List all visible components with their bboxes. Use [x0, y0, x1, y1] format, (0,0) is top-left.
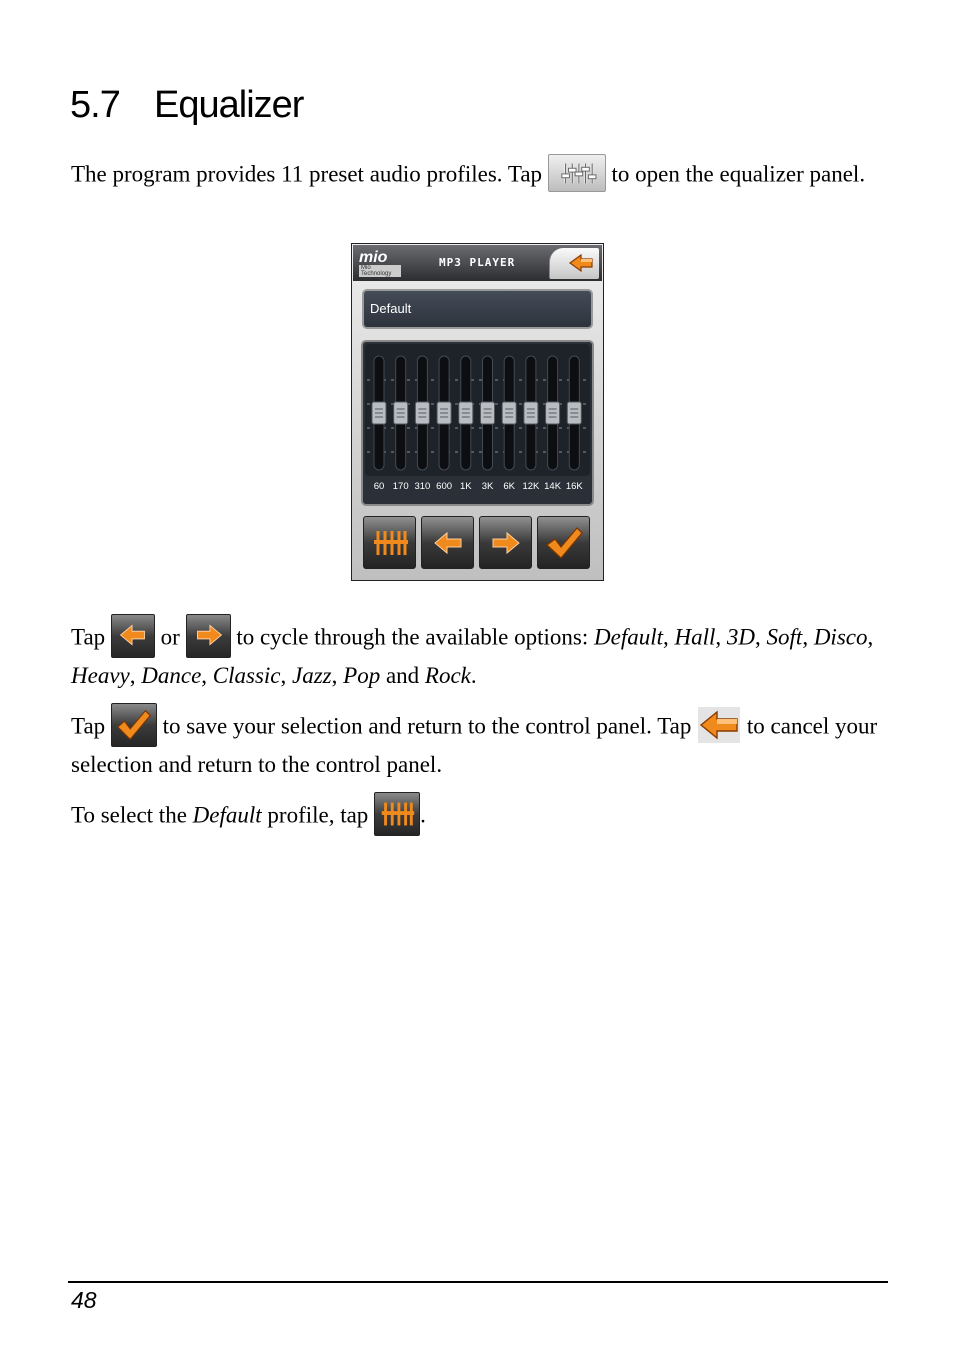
frequency-label: 1K: [459, 481, 472, 492]
cancel-arrow-icon: [697, 706, 741, 744]
frequency-label: 310: [414, 481, 431, 492]
confirm-button[interactable]: [537, 516, 590, 569]
default-text-1: To select the: [71, 802, 193, 828]
save-text: to save your selection and return to the control panel. Tap: [156, 713, 698, 739]
section-title: Equalizer: [154, 84, 304, 126]
option-separator: ,: [802, 624, 814, 650]
cycle-tap-text: Tap: [71, 624, 106, 650]
default-italic: Default: [192, 802, 262, 828]
option-end: .: [470, 663, 477, 688]
arrow-right-icon: [186, 614, 231, 658]
save-tap-text: Tap: [71, 713, 106, 739]
equalizer-screenshot: [351, 243, 604, 581]
frequency-label: 600: [436, 481, 453, 492]
mio-logo: mio Mio Technology: [359, 249, 401, 277]
equalizer-default-icon: [374, 792, 420, 836]
intro-text-1: The program provides 11 preset audio profiles. Tap: [71, 161, 548, 187]
frequency-label: 3K: [481, 481, 494, 492]
frequency-label: 14K: [544, 481, 562, 492]
profile-option: Classic: [212, 663, 281, 688]
frequency-label: 60: [373, 481, 385, 492]
profile-option: Pop: [343, 663, 381, 688]
cycle-paragraph: [71, 617, 891, 691]
frequency-label: 12K: [522, 481, 540, 492]
frequency-label: 170: [392, 481, 409, 492]
frequency-label: 6K: [503, 481, 515, 492]
arrow-left-icon: [433, 531, 463, 555]
option-separator: and: [380, 663, 425, 688]
cycle-text: to cycle through the available options:: [230, 624, 595, 650]
equalizer-default-icon: [372, 527, 408, 559]
option-separator: ,: [331, 663, 344, 688]
section-number: 5.7: [70, 84, 120, 126]
frequency-label: 16K: [565, 481, 583, 492]
profile-option: Hall: [674, 624, 716, 650]
option-separator: ,: [715, 624, 727, 650]
checkmark-icon: [111, 703, 157, 747]
section-heading: [70, 84, 303, 127]
default-text-end: .: [420, 802, 426, 828]
page-number: 48: [71, 1287, 97, 1313]
cancel-text: to cancel your selection and return to the control panel.: [71, 713, 878, 777]
app-title: MP3 PLAYER: [439, 256, 516, 269]
previous-preset-button[interactable]: [421, 516, 474, 569]
option-separator: ,: [280, 663, 293, 688]
arrow-left-icon: [111, 614, 155, 658]
profile-option: Heavy: [71, 663, 130, 688]
default-profile-button[interactable]: [363, 516, 416, 569]
option-separator: ,: [867, 624, 874, 650]
preset-display: Default: [362, 289, 593, 329]
profile-option: Dance: [141, 663, 202, 688]
intro-text-2: to open the equalizer panel.: [605, 161, 866, 187]
checkmark-icon: [544, 525, 584, 561]
footer-rule: [68, 1281, 888, 1283]
option-separator: ,: [201, 663, 213, 688]
save-paragraph: [71, 706, 891, 780]
profile-option: Rock: [424, 663, 471, 688]
profile-option: Disco: [813, 624, 868, 650]
intro-paragraph: [71, 157, 891, 195]
equalizer-panel: [361, 340, 594, 506]
next-preset-button[interactable]: [479, 516, 532, 569]
profile-option: Soft: [766, 624, 803, 650]
arrow-right-icon: [491, 531, 521, 555]
default-paragraph: [71, 795, 891, 839]
profile-option: Default: [594, 624, 664, 650]
equalizer-sliders: [363, 342, 592, 504]
back-arrow-icon: [568, 253, 594, 273]
back-button[interactable]: [549, 248, 599, 279]
option-separator: ,: [129, 663, 142, 688]
default-text-2: profile, tap: [261, 802, 375, 828]
app-title-bar: [353, 245, 602, 281]
profile-option: Jazz: [292, 663, 332, 688]
option-separator: ,: [755, 624, 767, 650]
equalizer-sliders-icon: [548, 154, 606, 192]
cycle-or-text: or: [154, 624, 186, 650]
profile-option: 3D: [726, 624, 756, 650]
option-separator: ,: [663, 624, 675, 650]
